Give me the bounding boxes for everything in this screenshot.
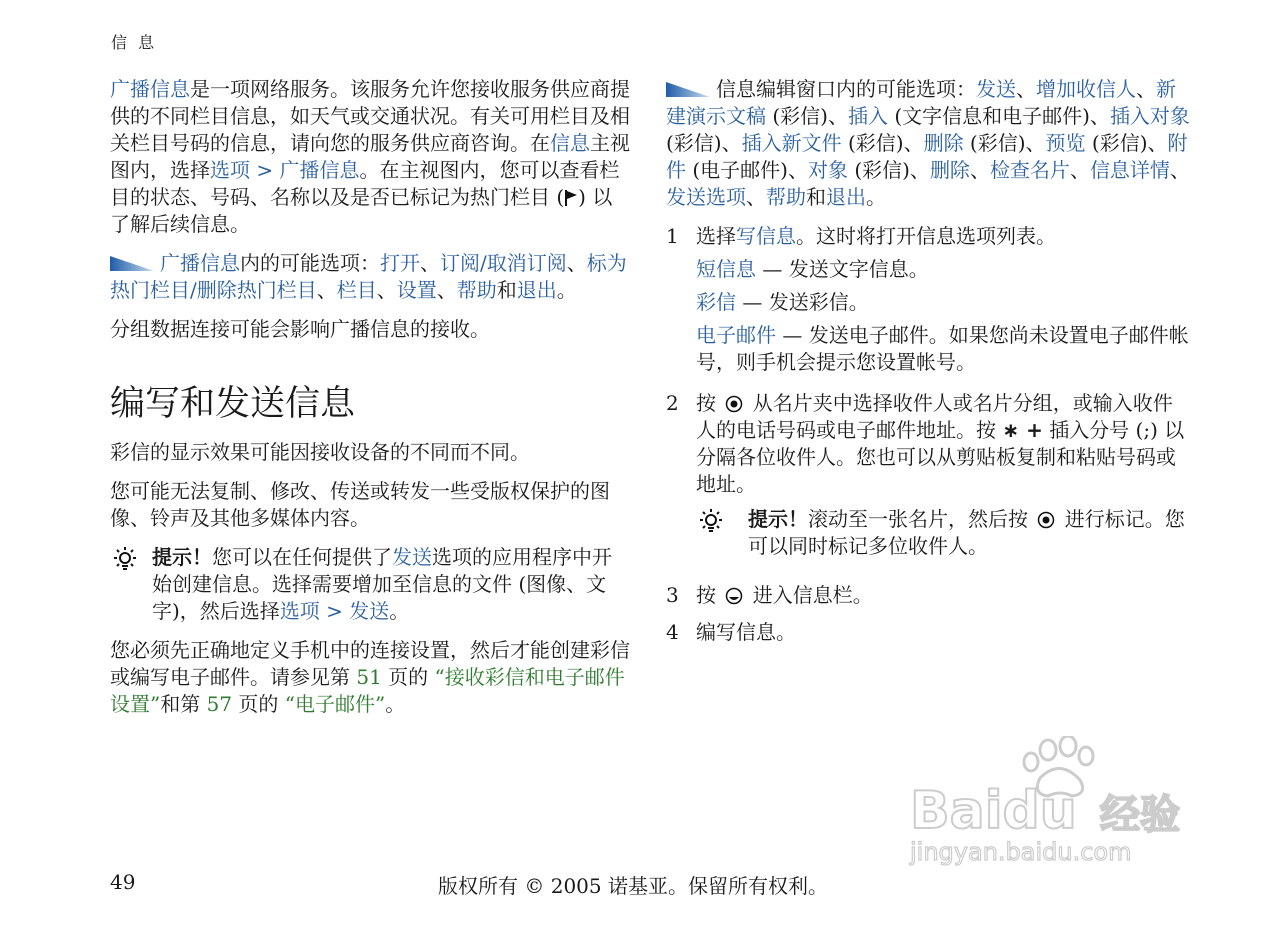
text: 、: [566, 251, 587, 275]
text: >: [250, 158, 280, 182]
option-text-message: [696, 256, 1191, 283]
text: 插入新文件: [741, 131, 842, 155]
hot-topic-flag-icon: [564, 189, 578, 207]
text: (文字信息和电子邮件)、: [887, 104, 1110, 128]
copyright-notice: 版权所有 © 2005 诺基亚。保留所有权利。: [438, 874, 828, 898]
cell-broadcast-options-paragraph: [110, 250, 630, 304]
option-mms: [696, 289, 1191, 316]
text: 广播信息: [160, 251, 240, 275]
step-text: [696, 223, 1191, 250]
text: 、: [436, 278, 457, 302]
text: 页的: [381, 665, 435, 689]
tip-label: 提示！: [748, 507, 808, 531]
page-ref: 57: [206, 692, 233, 716]
joystick-down-icon: [725, 587, 743, 605]
text: 从名片夹中选择收件人或名片分组，或输入收件人的电话号码或电子邮件地址。按: [696, 391, 1173, 442]
text: 滚动至一张名片，然后按: [808, 507, 1035, 531]
steps-list: [666, 223, 1191, 646]
page-ref: 51: [356, 665, 382, 689]
text: (电子邮件)、: [686, 158, 808, 182]
text: 选项: [279, 599, 320, 623]
text: 和第: [160, 692, 207, 716]
step-1: [666, 223, 1191, 380]
cell-broadcast-paragraph: [110, 76, 630, 238]
text: 和: [496, 278, 517, 302]
copyright-protection-note: 您可能无法复制、修改、传送或转发一些受版权保护的图像、铃声及其他多媒体内容。: [110, 479, 610, 530]
text: 发送: [976, 77, 1016, 101]
text: 退出: [516, 278, 557, 302]
text: 。: [385, 692, 406, 716]
text: 插入分号 (;) 以分隔各位收件人。您也可以从剪贴板复制和粘贴号码或地址。: [696, 418, 1185, 496]
text: 订阅/取消订阅: [440, 251, 567, 275]
text: 插入对象: [1109, 104, 1190, 128]
step-number: 2: [666, 391, 679, 415]
text: 附件: [666, 131, 1188, 182]
step-number: 3: [666, 583, 679, 607]
step-number: 4: [666, 620, 679, 644]
text: >: [319, 599, 350, 623]
text: 进行标记。您可以同时标记多位收件人。: [748, 507, 1185, 558]
text: 、: [969, 158, 990, 182]
baidu-jingyan-watermark-logo: [900, 736, 1200, 866]
tip-text: [748, 506, 1191, 560]
text: 发送选项: [666, 185, 746, 209]
step-number: 1: [666, 224, 679, 248]
text: 帮助: [456, 278, 497, 302]
text: 按: [696, 391, 723, 415]
page-number: 49: [110, 870, 136, 894]
editor-options-paragraph: [666, 76, 1191, 211]
text: 、: [1016, 77, 1036, 101]
right-column: [666, 76, 1191, 656]
text: 主视图内，选择: [110, 131, 630, 182]
text: 、: [376, 278, 397, 302]
step-3: [666, 582, 1191, 609]
step-text: [696, 390, 1191, 498]
text: 和: [806, 185, 826, 209]
cross-reference: “电子邮件”: [284, 692, 386, 716]
watermark-cn: 经验: [1100, 792, 1180, 838]
text: 内的可能选项：: [240, 251, 380, 275]
text: 。这时将打开信息选项列表。: [796, 224, 1056, 248]
options-triangle-icon: [110, 253, 154, 271]
watermark-brand: Baidu: [910, 781, 1077, 841]
text: (彩信)、: [666, 131, 742, 155]
text: 发送: [392, 545, 432, 569]
text: 选择: [696, 224, 736, 248]
text: 帮助: [766, 185, 806, 209]
text: 插入: [847, 104, 888, 128]
tip-label: 提示！: [152, 545, 212, 569]
connection-settings-paragraph: [110, 637, 630, 718]
joystick-select-icon: [1037, 511, 1055, 529]
text: — 发送电子邮件。如果您尚未设置电子邮件帐号，则手机会提示您设置帐号。: [696, 323, 1189, 374]
text: 退出: [826, 185, 866, 209]
text: 按: [696, 583, 723, 607]
text: 、: [1169, 158, 1190, 182]
link-options: 选项: [210, 158, 250, 182]
step-text: [696, 582, 1191, 609]
text: 标为热门栏目/删除热门栏目: [110, 251, 627, 302]
text: 检查名片: [989, 158, 1070, 182]
text: 增加收信人: [1036, 77, 1136, 101]
text: 。: [866, 185, 886, 209]
text: (彩信)、: [841, 131, 924, 155]
tip-text: [152, 544, 630, 625]
text: 彩信: [696, 290, 736, 314]
text: ) 以了解后续信息。: [110, 185, 613, 236]
text: 。: [389, 599, 410, 623]
text: 是一项网络服务。该服务允许您接收服务供应商提供的不同栏目信息，如天气或交通状况。有关可用栏目及相关栏目号码的信息，请向您的服务供应商咨询。在: [110, 77, 630, 155]
cross-reference: “接收彩信和电子邮件设置”: [110, 665, 625, 716]
text: 短信息: [696, 257, 756, 281]
link-cell-broadcast-2: 广播信息: [279, 158, 360, 182]
mms-display-note: 彩信的显示效果可能因接收设备的不同而不同。: [110, 440, 530, 464]
text: 您必须先正确地定义手机中的连接设置，然后才能创建彩信或编写电子邮件。请参见第: [110, 638, 630, 689]
text: (彩信)、: [1085, 131, 1168, 155]
text: (彩信)、: [766, 104, 848, 128]
section-heading: 编写和发送信息: [110, 384, 356, 424]
text: 信息编辑窗口内的可能选项：: [716, 77, 976, 101]
text: 新建演示文稿: [666, 77, 1176, 128]
packet-data-note: 分组数据连接可能会影响广播信息的接收。: [110, 317, 490, 341]
text: 打开: [380, 251, 420, 275]
text: 页的: [232, 692, 285, 716]
text: — 发送文字信息。: [756, 257, 929, 281]
text: — 发送彩信。: [736, 290, 869, 314]
text: 电子邮件: [696, 323, 776, 347]
text: 预览: [1045, 131, 1086, 155]
text: 、: [316, 278, 337, 302]
text: 发送: [349, 599, 390, 623]
text: 删除: [929, 158, 970, 182]
tip-lightbulb-icon: [110, 544, 152, 581]
options-triangle-icon: [666, 79, 710, 97]
link-new-message: 写信息: [736, 224, 796, 248]
text: 栏目: [336, 278, 377, 302]
text: 选项的应用程序中开始创建信息。选择需要增加至信息的文件 (图像、文字)，然后选择: [152, 545, 612, 623]
text: 、: [420, 251, 440, 275]
tip-lightbulb-icon: [696, 506, 748, 543]
text: 进入信息栏。: [746, 583, 873, 607]
left-column: [110, 76, 630, 730]
text: 信息详情: [1089, 158, 1170, 182]
link-cell-broadcast: 广播信息: [110, 77, 190, 101]
step-4: [666, 619, 1191, 646]
section-header: 信 息: [111, 33, 158, 52]
step-2: [666, 390, 1191, 572]
step-body: [696, 390, 1191, 572]
text: 。: [556, 278, 577, 302]
text: 、: [1136, 77, 1156, 101]
star-plus-key-glyph: ∗ +: [1002, 418, 1043, 442]
watermark-url: jingyan.baidu.com: [910, 838, 1132, 866]
step-text: 编写信息。: [696, 620, 796, 644]
text: 设置: [396, 278, 437, 302]
step-body: [696, 223, 1191, 380]
text: 、: [1069, 158, 1090, 182]
text: 、: [746, 185, 766, 209]
option-email: [696, 322, 1191, 376]
tip-block: [110, 544, 630, 625]
text: (彩信)、: [847, 158, 930, 182]
tip-block: [696, 506, 1191, 560]
text: 您可以在任何提供了: [212, 545, 392, 569]
text: 删除: [923, 131, 964, 155]
link-messaging: 信息: [550, 131, 590, 155]
text: 。在主视图内，您可以查看栏目的状态、号码、名称以及是否已标记为热门栏目 (: [110, 158, 620, 209]
text: (彩信)、: [963, 131, 1046, 155]
joystick-select-icon: [725, 395, 743, 413]
text: 对象: [807, 158, 848, 182]
